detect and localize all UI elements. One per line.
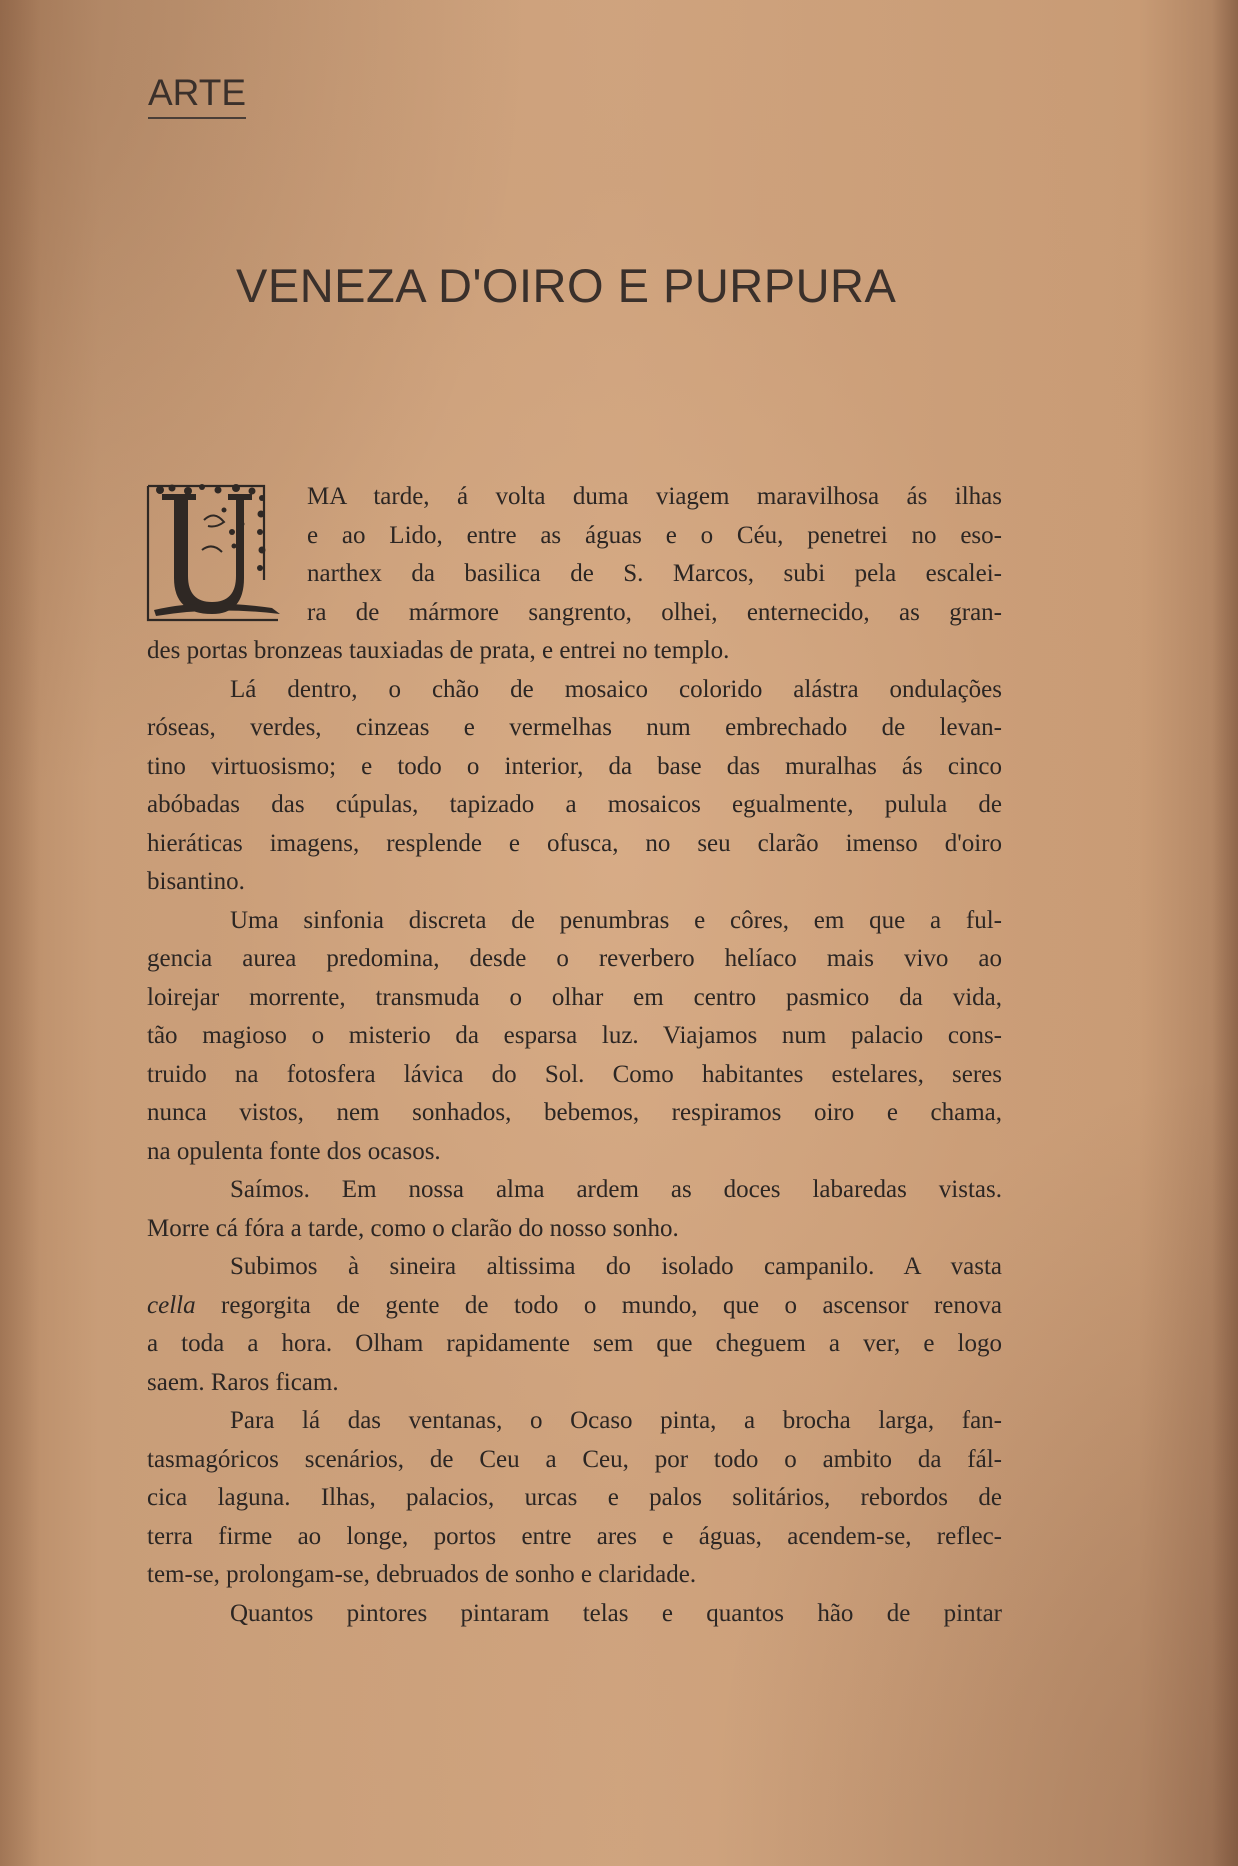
text-line: loirejar morrente, transmuda o olhar em centro pasmico da vida, — [147, 983, 1002, 1011]
text-line: a toda a hora. Olham rapidamente sem que cheguem a ver, e logo — [147, 1330, 1002, 1357]
text-line: saem. Raros ficam. — [147, 1368, 339, 1396]
text-line: tasmagóricos scenários, de Ceu a Ceu, por todo o ambito da fál- — [147, 1445, 1002, 1473]
text-line: MA tarde, á volta duma viagem maravilhosa ás ilhas — [307, 483, 1002, 510]
paragraph-1 — [147, 478, 1002, 671]
italic-word: cella — [147, 1291, 196, 1319]
text-line: bisantino. — [147, 868, 245, 895]
text-line: Para lá das ventanas, o Ocaso pinta, a brocha larga, fan- — [230, 1407, 1002, 1434]
text-span: regorgita de gente de todo o mundo, que o ascensor renova — [221, 1291, 1002, 1319]
text-line: ra de mármore sangrento, olhei, enternecido, as gran- — [307, 598, 1002, 626]
paragraph-5 — [147, 1248, 1002, 1402]
text-line: truido na fotosfera lávica do Sol. Como habitantes estelares, seres — [147, 1060, 1002, 1088]
text-line: cica laguna. Ilhas, palacios, urcas e palos solitários, rebordos de — [147, 1484, 1002, 1511]
paragraph-4 — [147, 1171, 1002, 1248]
paper-edge-left — [0, 0, 40, 1866]
text-line: terra firme ao longe, portos entre ares e águas, acendem-se, reflec- — [147, 1522, 1002, 1550]
text-line — [147, 1287, 1002, 1326]
text-line: tino virtuosismo; e todo o interior, da base das muralhas ás cinco — [147, 752, 1002, 780]
text-line: nunca vistos, nem sonhados, bebemos, respiramos oiro e chama, — [147, 1099, 1002, 1126]
text-line: róseas, verdes, cinzeas e vermelhas num embrechado de levan- — [147, 714, 1002, 741]
text-line: e ao Lido, entre as águas e o Céu, penetrei no eso- — [307, 521, 1002, 549]
text-line: des portas bronzeas tauxiadas de prata, e entrei no templo. — [147, 637, 730, 664]
paragraph-6 — [147, 1402, 1002, 1595]
text-line: gencia aurea predomina, desde o reverbero helíaco mais vivo ao — [147, 945, 1002, 972]
paragraph-7 — [147, 1595, 1002, 1634]
text-line: Morre cá fóra a tarde, como o clarão do nosso sonho. — [147, 1214, 679, 1242]
text-line: abóbadas das cúpulas, tapizado a mosaicos egualmente, pulula de — [147, 791, 1002, 818]
article-title: VENEZA D'OIRO E PURPURA — [236, 259, 897, 312]
text-line: Saímos. Em nossa alma ardem as doces labaredas vistas. — [230, 1176, 1002, 1203]
text-line: narthex da basilica de S. Marcos, subi pela escalei- — [307, 560, 1002, 587]
text-line: Subimos à sineira altissima do isolado campanilo. A vasta — [230, 1253, 1002, 1280]
paragraph-2 — [147, 671, 1002, 902]
text-line: tão magioso o misterio da esparsa luz. Viajamos num palacio cons- — [147, 1022, 1002, 1049]
article-body — [147, 478, 1002, 1633]
text-line: na opulenta fonte dos ocasos. — [147, 1137, 441, 1165]
paragraph-3 — [147, 902, 1002, 1172]
text-line: Quantos pintores pintaram telas e quantos hão de pintar — [230, 1599, 1002, 1627]
text-line: tem-se, prolongam-se, debruados de sonho e claridade. — [147, 1561, 697, 1588]
text-line: Lá dentro, o chão de mosaico colorido alástra ondulações — [230, 675, 1002, 703]
section-label: ARTE — [148, 72, 246, 119]
text-line: hieráticas imagens, resplende e ofusca, no seu clarão imenso d'oiro — [147, 829, 1002, 857]
text-line: Uma sinfonia discreta de penumbras e côres, em que a ful- — [230, 906, 1002, 934]
paper-edge-right — [1212, 0, 1238, 1866]
